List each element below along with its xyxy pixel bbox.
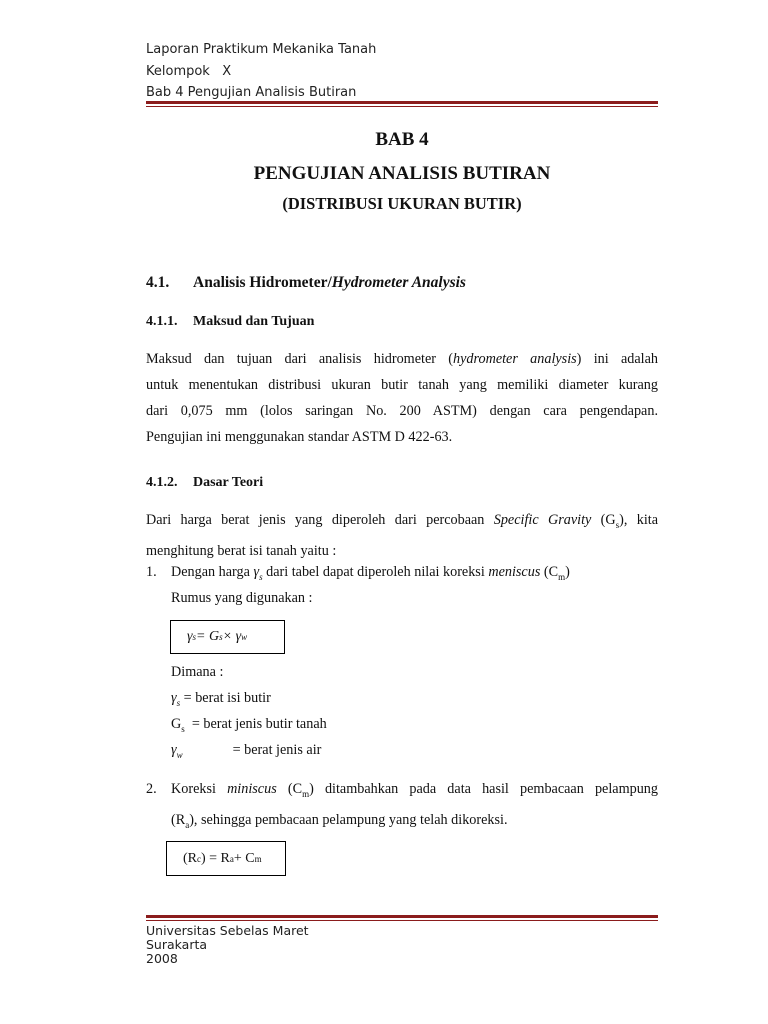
footer-rule	[146, 915, 658, 921]
definition-gamma-s: $\gamma_s$ = berat isi butir	[171, 690, 271, 708]
list-number-1: 1.	[146, 564, 157, 580]
chapter-title: BAB 4	[375, 129, 429, 150]
section-title-italic: Hydrometer Analysis	[331, 274, 466, 291]
subsection-4-1-2-heading	[146, 475, 263, 491]
section-number: 4.1.	[146, 274, 170, 291]
rumus-label: Rumus yang digunakan :	[171, 590, 313, 606]
section-4-1-heading	[146, 274, 466, 292]
sub-title: (DISTRIBUSI UKURAN BUTIR)	[282, 194, 522, 213]
section-title: Analisis Hidrometer/	[193, 274, 332, 291]
paragraph-line: dari 0,075 mm (lolos saringan No. 200 ASTM) dengan cara pengendapan.	[146, 403, 658, 419]
paragraph-dasar-teori	[146, 507, 658, 564]
paragraph-maksud	[146, 346, 658, 450]
paragraph-line: Pengujian ini menggunakan standar ASTM D 422-63.	[146, 429, 453, 445]
paragraph-line: untuk menentukan distribusi ukuran butir tanah yang memiliki diameter kurang	[146, 377, 658, 393]
list-item-2-text: Koreksi miniscus $(C_m)$ ditambahkan pada data hasil pembacaan pelampung $(R_a)$, sehingga pembacaan pelampung yang telah dikoreksi.	[171, 781, 658, 830]
formula-box-gamma: γ s = G s × γ w	[170, 620, 285, 654]
footer-university: Universitas Sebelas Maret	[146, 923, 309, 938]
paragraph-line: Dari harga berat jenis yang diperoleh dari percobaan Specific Gravity $(G_s)$, kita	[146, 512, 659, 530]
footer-city: Surakarta	[146, 937, 208, 952]
subsection-title: Dasar Teori	[193, 475, 264, 490]
header-line-2	[146, 64, 231, 79]
paragraph-line: Maksud dan tujuan dari analisis hidrometer (hydrometer analysis) ini adalah	[146, 351, 658, 367]
list-number-2: 2.	[146, 781, 157, 797]
header-line-1: Laporan Praktikum Mekanika Tanah	[146, 42, 377, 57]
header-group-value: X	[222, 64, 232, 79]
subsection-title: Maksud dan Tujuan	[193, 314, 315, 329]
definition-gs: $G_s$ = berat jenis butir tanah	[171, 716, 327, 734]
footer-year: 2008	[146, 951, 178, 966]
subsection-number: 4.1.1.	[146, 314, 178, 329]
definition-gamma-w: $\gamma_w$ = berat jenis air	[171, 742, 322, 760]
header-line-3: Bab 4 Pengujian Analisis Butiran	[146, 85, 357, 100]
header-group-label: Kelompok	[146, 64, 210, 79]
subsection-number: 4.1.2.	[146, 475, 178, 490]
header-rule	[146, 101, 658, 107]
list-item-1-text: Dengan harga $\gamma_s$ dari tabel dapat diperoleh nilai koreksi meniscus $(C_m)$	[171, 564, 570, 582]
gamma-s-symbol: $\gamma_s$	[253, 564, 263, 582]
main-title: PENGUJIAN ANALISIS BUTIRAN	[253, 163, 551, 184]
formula-box-rc: (R c ) = R a + C m	[166, 841, 286, 876]
paragraph-line: menghitung berat isi tanah yaitu :	[146, 542, 337, 559]
dimana-label: Dimana :	[171, 664, 224, 680]
subsection-4-1-1-heading	[146, 314, 314, 330]
